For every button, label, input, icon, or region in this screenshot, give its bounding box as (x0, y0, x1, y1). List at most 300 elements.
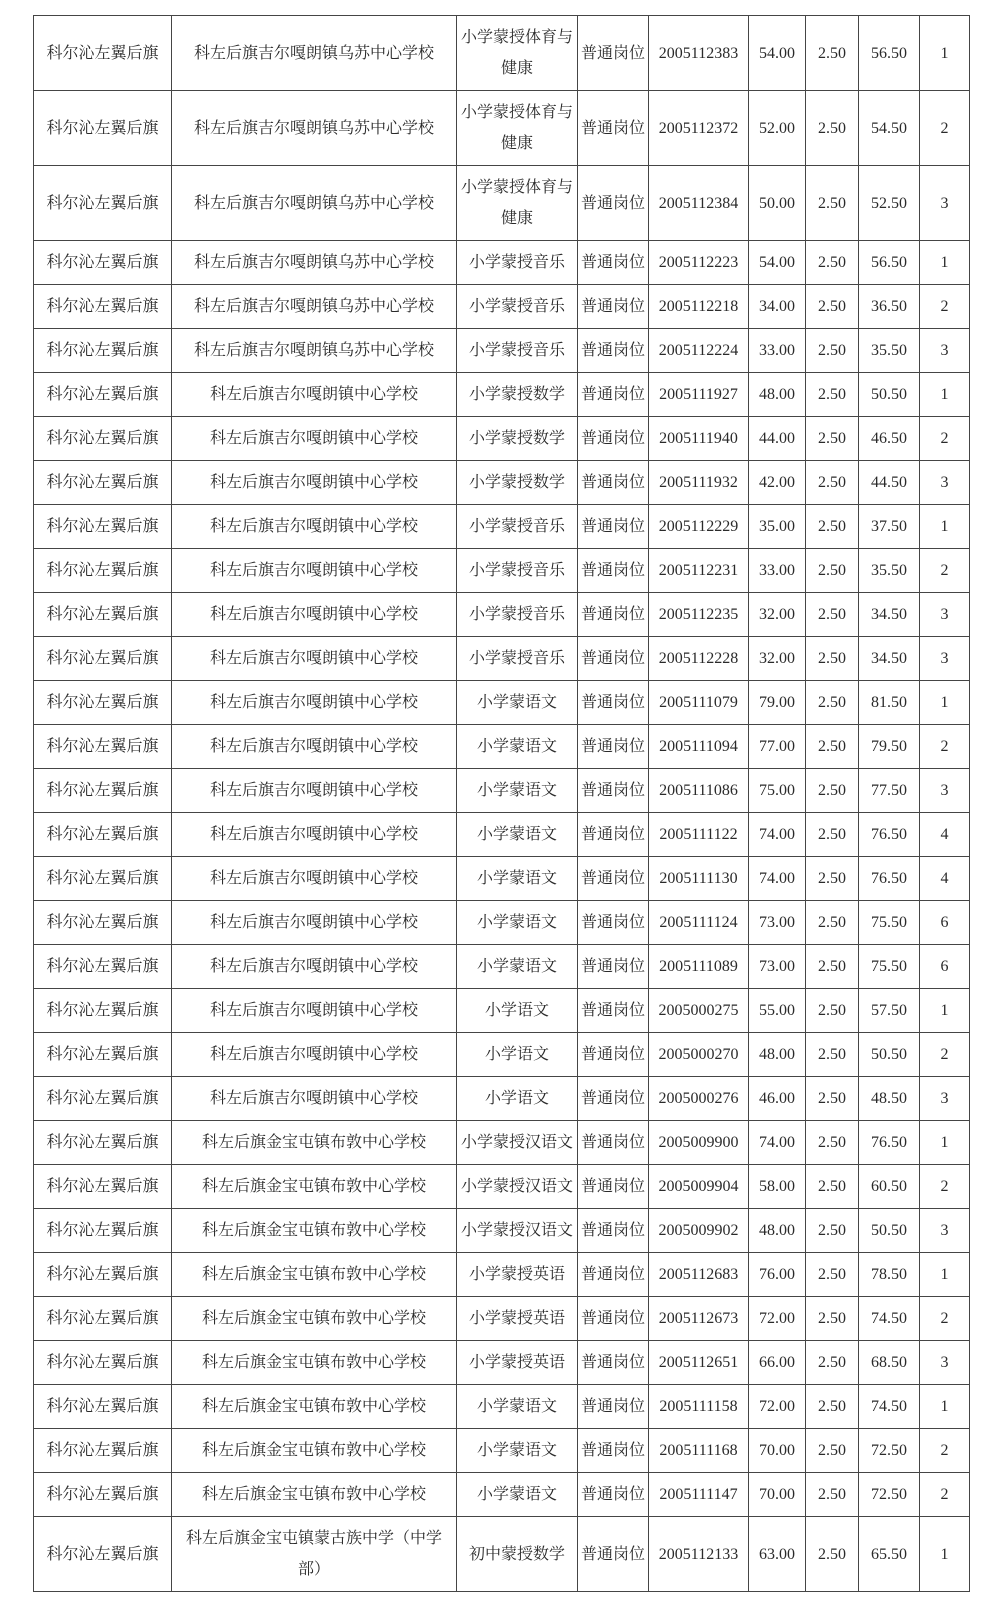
cell-subject: 小学蒙语文 (457, 725, 578, 769)
cell-total-score: 79.50 (859, 725, 920, 769)
cell-subject: 小学蒙授音乐 (457, 329, 578, 373)
cell-written-score: 42.00 (749, 461, 806, 505)
cell-subject: 小学语文 (457, 1033, 578, 1077)
cell-region: 科尔沁左翼后旗 (34, 1165, 172, 1209)
cell-post-type: 普通岗位 (578, 1473, 649, 1517)
table-row (34, 725, 970, 769)
cell-written-score: 54.00 (749, 16, 806, 91)
table-row (34, 945, 970, 989)
cell-region: 科尔沁左翼后旗 (34, 857, 172, 901)
cell-region: 科尔沁左翼后旗 (34, 91, 172, 166)
cell-rank: 2 (920, 1429, 970, 1473)
cell-school: 科左后旗吉尔嘎朗镇中心学校 (172, 857, 457, 901)
cell-total-score: 76.50 (859, 1121, 920, 1165)
table-row (34, 989, 970, 1033)
cell-candidate-id: 2005009904 (649, 1165, 749, 1209)
cell-rank: 3 (920, 1341, 970, 1385)
cell-post-type: 普通岗位 (578, 166, 649, 241)
cell-candidate-id: 2005112383 (649, 16, 749, 91)
cell-post-type: 普通岗位 (578, 1121, 649, 1165)
cell-written-score: 54.00 (749, 241, 806, 285)
cell-post-type: 普通岗位 (578, 461, 649, 505)
cell-subject: 小学蒙授数学 (457, 373, 578, 417)
cell-candidate-id: 2005009900 (649, 1121, 749, 1165)
cell-rank: 2 (920, 1473, 970, 1517)
cell-school: 科左后旗金宝屯镇布敦中心学校 (172, 1209, 457, 1253)
cell-policy-bonus: 2.50 (806, 681, 859, 725)
cell-subject: 小学蒙授数学 (457, 461, 578, 505)
cell-school: 科左后旗吉尔嘎朗镇中心学校 (172, 637, 457, 681)
cell-total-score: 75.50 (859, 945, 920, 989)
cell-rank: 3 (920, 166, 970, 241)
cell-written-score: 66.00 (749, 1341, 806, 1385)
cell-post-type: 普通岗位 (578, 989, 649, 1033)
cell-post-type: 普通岗位 (578, 901, 649, 945)
cell-post-type: 普通岗位 (578, 329, 649, 373)
score-table-body (34, 16, 970, 1592)
cell-post-type: 普通岗位 (578, 549, 649, 593)
cell-rank: 2 (920, 91, 970, 166)
cell-school: 科左后旗吉尔嘎朗镇中心学校 (172, 593, 457, 637)
cell-subject: 小学蒙授体育与健康 (457, 166, 578, 241)
cell-written-score: 35.00 (749, 505, 806, 549)
cell-candidate-id: 2005111124 (649, 901, 749, 945)
cell-rank: 1 (920, 989, 970, 1033)
cell-region: 科尔沁左翼后旗 (34, 593, 172, 637)
cell-rank: 1 (920, 1385, 970, 1429)
cell-school: 科左后旗金宝屯镇布敦中心学校 (172, 1429, 457, 1473)
cell-policy-bonus: 2.50 (806, 725, 859, 769)
cell-rank: 2 (920, 725, 970, 769)
cell-total-score: 65.50 (859, 1517, 920, 1592)
cell-region: 科尔沁左翼后旗 (34, 505, 172, 549)
cell-rank: 2 (920, 1033, 970, 1077)
table-row (34, 417, 970, 461)
table-row (34, 1385, 970, 1429)
cell-policy-bonus: 2.50 (806, 1385, 859, 1429)
cell-written-score: 50.00 (749, 166, 806, 241)
cell-subject: 小学蒙授音乐 (457, 593, 578, 637)
cell-written-score: 55.00 (749, 989, 806, 1033)
cell-written-score: 74.00 (749, 813, 806, 857)
cell-post-type: 普通岗位 (578, 725, 649, 769)
cell-policy-bonus: 2.50 (806, 1473, 859, 1517)
table-row (34, 769, 970, 813)
cell-written-score: 32.00 (749, 637, 806, 681)
cell-region: 科尔沁左翼后旗 (34, 285, 172, 329)
cell-school: 科左后旗吉尔嘎朗镇乌苏中心学校 (172, 16, 457, 91)
cell-region: 科尔沁左翼后旗 (34, 945, 172, 989)
cell-written-score: 73.00 (749, 901, 806, 945)
cell-region: 科尔沁左翼后旗 (34, 417, 172, 461)
cell-candidate-id: 2005111927 (649, 373, 749, 417)
cell-written-score: 52.00 (749, 91, 806, 166)
table-row (34, 857, 970, 901)
cell-rank: 3 (920, 461, 970, 505)
cell-rank: 1 (920, 1517, 970, 1592)
cell-total-score: 35.50 (859, 549, 920, 593)
cell-post-type: 普通岗位 (578, 91, 649, 166)
cell-total-score: 50.50 (859, 1209, 920, 1253)
cell-school: 科左后旗金宝屯镇布敦中心学校 (172, 1385, 457, 1429)
cell-total-score: 68.50 (859, 1341, 920, 1385)
cell-subject: 小学蒙语文 (457, 1385, 578, 1429)
cell-region: 科尔沁左翼后旗 (34, 901, 172, 945)
cell-candidate-id: 2005112229 (649, 505, 749, 549)
cell-subject: 小学蒙授英语 (457, 1341, 578, 1385)
cell-policy-bonus: 2.50 (806, 1121, 859, 1165)
cell-school: 科左后旗吉尔嘎朗镇中心学校 (172, 505, 457, 549)
cell-written-score: 48.00 (749, 373, 806, 417)
cell-subject: 小学蒙授英语 (457, 1297, 578, 1341)
cell-post-type: 普通岗位 (578, 1209, 649, 1253)
table-row (34, 593, 970, 637)
cell-candidate-id: 2005111168 (649, 1429, 749, 1473)
table-row (34, 1165, 970, 1209)
cell-candidate-id: 2005111147 (649, 1473, 749, 1517)
cell-post-type: 普通岗位 (578, 945, 649, 989)
table-row (34, 1517, 970, 1592)
cell-policy-bonus: 2.50 (806, 16, 859, 91)
cell-policy-bonus: 2.50 (806, 901, 859, 945)
cell-region: 科尔沁左翼后旗 (34, 1253, 172, 1297)
cell-total-score: 74.50 (859, 1385, 920, 1429)
cell-region: 科尔沁左翼后旗 (34, 1473, 172, 1517)
cell-rank: 3 (920, 593, 970, 637)
cell-policy-bonus: 2.50 (806, 593, 859, 637)
table-row (34, 637, 970, 681)
cell-school: 科左后旗吉尔嘎朗镇中心学校 (172, 989, 457, 1033)
cell-rank: 6 (920, 901, 970, 945)
cell-candidate-id: 2005112218 (649, 285, 749, 329)
cell-school: 科左后旗吉尔嘎朗镇乌苏中心学校 (172, 166, 457, 241)
cell-region: 科尔沁左翼后旗 (34, 16, 172, 91)
cell-total-score: 72.50 (859, 1473, 920, 1517)
cell-candidate-id: 2005111094 (649, 725, 749, 769)
cell-subject: 小学蒙语文 (457, 769, 578, 813)
cell-subject: 小学蒙语文 (457, 1429, 578, 1473)
cell-candidate-id: 2005112651 (649, 1341, 749, 1385)
cell-policy-bonus: 2.50 (806, 1033, 859, 1077)
cell-written-score: 79.00 (749, 681, 806, 725)
cell-post-type: 普通岗位 (578, 769, 649, 813)
cell-total-score: 74.50 (859, 1297, 920, 1341)
table-row (34, 1473, 970, 1517)
cell-region: 科尔沁左翼后旗 (34, 813, 172, 857)
cell-candidate-id: 2005111079 (649, 681, 749, 725)
table-row (34, 91, 970, 166)
cell-rank: 1 (920, 373, 970, 417)
cell-candidate-id: 2005000275 (649, 989, 749, 1033)
cell-total-score: 34.50 (859, 593, 920, 637)
cell-candidate-id: 2005111086 (649, 769, 749, 813)
cell-total-score: 37.50 (859, 505, 920, 549)
cell-subject: 小学语文 (457, 989, 578, 1033)
cell-school: 科左后旗吉尔嘎朗镇中心学校 (172, 461, 457, 505)
cell-policy-bonus: 2.50 (806, 549, 859, 593)
cell-post-type: 普通岗位 (578, 241, 649, 285)
cell-candidate-id: 2005000270 (649, 1033, 749, 1077)
table-row (34, 813, 970, 857)
table-row (34, 285, 970, 329)
cell-total-score: 57.50 (859, 989, 920, 1033)
cell-post-type: 普通岗位 (578, 1297, 649, 1341)
cell-school: 科左后旗吉尔嘎朗镇中心学校 (172, 549, 457, 593)
cell-post-type: 普通岗位 (578, 813, 649, 857)
cell-region: 科尔沁左翼后旗 (34, 1033, 172, 1077)
cell-region: 科尔沁左翼后旗 (34, 769, 172, 813)
table-row (34, 1253, 970, 1297)
cell-written-score: 72.00 (749, 1297, 806, 1341)
cell-post-type: 普通岗位 (578, 1429, 649, 1473)
cell-region: 科尔沁左翼后旗 (34, 329, 172, 373)
cell-policy-bonus: 2.50 (806, 1165, 859, 1209)
cell-subject: 小学蒙授音乐 (457, 549, 578, 593)
cell-region: 科尔沁左翼后旗 (34, 989, 172, 1033)
cell-total-score: 76.50 (859, 857, 920, 901)
cell-school: 科左后旗吉尔嘎朗镇中心学校 (172, 945, 457, 989)
cell-rank: 2 (920, 285, 970, 329)
cell-policy-bonus: 2.50 (806, 285, 859, 329)
cell-post-type: 普通岗位 (578, 1341, 649, 1385)
cell-policy-bonus: 2.50 (806, 857, 859, 901)
cell-total-score: 78.50 (859, 1253, 920, 1297)
cell-subject: 小学蒙授音乐 (457, 241, 578, 285)
cell-subject: 小学蒙语文 (457, 857, 578, 901)
cell-subject: 小学蒙语文 (457, 901, 578, 945)
table-row (34, 241, 970, 285)
cell-written-score: 76.00 (749, 1253, 806, 1297)
cell-school: 科左后旗金宝屯镇布敦中心学校 (172, 1473, 457, 1517)
cell-school: 科左后旗吉尔嘎朗镇乌苏中心学校 (172, 285, 457, 329)
cell-policy-bonus: 2.50 (806, 505, 859, 549)
cell-candidate-id: 2005111089 (649, 945, 749, 989)
cell-candidate-id: 2005112384 (649, 166, 749, 241)
table-row (34, 16, 970, 91)
cell-school: 科左后旗金宝屯镇蒙古族中学（中学部） (172, 1517, 457, 1592)
cell-subject: 小学蒙授体育与健康 (457, 91, 578, 166)
cell-rank: 3 (920, 769, 970, 813)
cell-post-type: 普通岗位 (578, 505, 649, 549)
cell-candidate-id: 2005111130 (649, 857, 749, 901)
cell-policy-bonus: 2.50 (806, 417, 859, 461)
cell-written-score: 70.00 (749, 1429, 806, 1473)
table-row (34, 1033, 970, 1077)
table-row (34, 1341, 970, 1385)
cell-candidate-id: 2005112673 (649, 1297, 749, 1341)
cell-region: 科尔沁左翼后旗 (34, 1209, 172, 1253)
cell-policy-bonus: 2.50 (806, 91, 859, 166)
cell-region: 科尔沁左翼后旗 (34, 1121, 172, 1165)
cell-subject: 小学蒙语文 (457, 1473, 578, 1517)
cell-rank: 3 (920, 637, 970, 681)
cell-candidate-id: 2005112224 (649, 329, 749, 373)
cell-subject: 小学蒙语文 (457, 813, 578, 857)
cell-candidate-id: 2005000276 (649, 1077, 749, 1121)
cell-total-score: 56.50 (859, 16, 920, 91)
cell-subject: 小学蒙授英语 (457, 1253, 578, 1297)
cell-written-score: 75.00 (749, 769, 806, 813)
cell-subject: 小学蒙授汉语文 (457, 1165, 578, 1209)
cell-policy-bonus: 2.50 (806, 1517, 859, 1592)
cell-candidate-id: 2005112223 (649, 241, 749, 285)
cell-candidate-id: 2005112228 (649, 637, 749, 681)
cell-written-score: 46.00 (749, 1077, 806, 1121)
cell-subject: 小学蒙授汉语文 (457, 1121, 578, 1165)
cell-subject: 小学语文 (457, 1077, 578, 1121)
cell-school: 科左后旗吉尔嘎朗镇中心学校 (172, 901, 457, 945)
cell-rank: 3 (920, 329, 970, 373)
cell-policy-bonus: 2.50 (806, 813, 859, 857)
cell-rank: 3 (920, 1077, 970, 1121)
cell-subject: 小学蒙语文 (457, 945, 578, 989)
cell-school: 科左后旗金宝屯镇布敦中心学校 (172, 1121, 457, 1165)
cell-subject: 小学蒙授音乐 (457, 285, 578, 329)
cell-policy-bonus: 2.50 (806, 241, 859, 285)
cell-post-type: 普通岗位 (578, 417, 649, 461)
cell-written-score: 33.00 (749, 329, 806, 373)
cell-written-score: 48.00 (749, 1209, 806, 1253)
table-row (34, 1297, 970, 1341)
cell-written-score: 44.00 (749, 417, 806, 461)
cell-school: 科左后旗吉尔嘎朗镇中心学校 (172, 769, 457, 813)
cell-subject: 小学蒙语文 (457, 681, 578, 725)
cell-policy-bonus: 2.50 (806, 769, 859, 813)
cell-post-type: 普通岗位 (578, 1077, 649, 1121)
cell-post-type: 普通岗位 (578, 1253, 649, 1297)
cell-total-score: 77.50 (859, 769, 920, 813)
cell-written-score: 74.00 (749, 1121, 806, 1165)
cell-region: 科尔沁左翼后旗 (34, 1517, 172, 1592)
table-row (34, 1429, 970, 1473)
cell-region: 科尔沁左翼后旗 (34, 461, 172, 505)
cell-policy-bonus: 2.50 (806, 1297, 859, 1341)
cell-rank: 4 (920, 857, 970, 901)
cell-subject: 小学蒙授汉语文 (457, 1209, 578, 1253)
cell-candidate-id: 2005112683 (649, 1253, 749, 1297)
cell-post-type: 普通岗位 (578, 1033, 649, 1077)
cell-school: 科左后旗吉尔嘎朗镇中心学校 (172, 1033, 457, 1077)
cell-written-score: 74.00 (749, 857, 806, 901)
cell-post-type: 普通岗位 (578, 593, 649, 637)
cell-region: 科尔沁左翼后旗 (34, 1341, 172, 1385)
cell-policy-bonus: 2.50 (806, 1209, 859, 1253)
table-row (34, 461, 970, 505)
table-row (34, 901, 970, 945)
cell-written-score: 77.00 (749, 725, 806, 769)
table-row (34, 1077, 970, 1121)
cell-school: 科左后旗吉尔嘎朗镇中心学校 (172, 813, 457, 857)
cell-total-score: 50.50 (859, 373, 920, 417)
cell-region: 科尔沁左翼后旗 (34, 241, 172, 285)
cell-region: 科尔沁左翼后旗 (34, 1297, 172, 1341)
table-row (34, 681, 970, 725)
cell-policy-bonus: 2.50 (806, 637, 859, 681)
cell-candidate-id: 2005111932 (649, 461, 749, 505)
cell-subject: 小学蒙授体育与健康 (457, 16, 578, 91)
cell-written-score: 33.00 (749, 549, 806, 593)
cell-post-type: 普通岗位 (578, 285, 649, 329)
cell-total-score: 35.50 (859, 329, 920, 373)
cell-written-score: 34.00 (749, 285, 806, 329)
cell-total-score: 56.50 (859, 241, 920, 285)
cell-rank: 1 (920, 681, 970, 725)
cell-policy-bonus: 2.50 (806, 1341, 859, 1385)
cell-rank: 1 (920, 241, 970, 285)
table-row (34, 1121, 970, 1165)
cell-written-score: 70.00 (749, 1473, 806, 1517)
cell-rank: 2 (920, 417, 970, 461)
cell-school: 科左后旗吉尔嘎朗镇中心学校 (172, 373, 457, 417)
cell-school: 科左后旗吉尔嘎朗镇乌苏中心学校 (172, 91, 457, 166)
cell-policy-bonus: 2.50 (806, 945, 859, 989)
cell-post-type: 普通岗位 (578, 1385, 649, 1429)
cell-total-score: 48.50 (859, 1077, 920, 1121)
cell-policy-bonus: 2.50 (806, 461, 859, 505)
cell-post-type: 普通岗位 (578, 1165, 649, 1209)
cell-post-type: 普通岗位 (578, 373, 649, 417)
cell-rank: 1 (920, 1253, 970, 1297)
cell-school: 科左后旗金宝屯镇布敦中心学校 (172, 1253, 457, 1297)
table-row (34, 373, 970, 417)
cell-policy-bonus: 2.50 (806, 1077, 859, 1121)
cell-policy-bonus: 2.50 (806, 1429, 859, 1473)
cell-rank: 1 (920, 16, 970, 91)
score-table (33, 15, 970, 1592)
cell-rank: 1 (920, 505, 970, 549)
cell-written-score: 32.00 (749, 593, 806, 637)
cell-rank: 3 (920, 1209, 970, 1253)
table-row (34, 549, 970, 593)
cell-candidate-id: 2005009902 (649, 1209, 749, 1253)
cell-region: 科尔沁左翼后旗 (34, 549, 172, 593)
cell-school: 科左后旗吉尔嘎朗镇乌苏中心学校 (172, 241, 457, 285)
cell-total-score: 34.50 (859, 637, 920, 681)
cell-school: 科左后旗吉尔嘎朗镇中心学校 (172, 725, 457, 769)
cell-rank: 6 (920, 945, 970, 989)
cell-subject: 小学蒙授音乐 (457, 505, 578, 549)
cell-written-score: 58.00 (749, 1165, 806, 1209)
cell-total-score: 75.50 (859, 901, 920, 945)
cell-written-score: 48.00 (749, 1033, 806, 1077)
cell-policy-bonus: 2.50 (806, 373, 859, 417)
cell-post-type: 普通岗位 (578, 16, 649, 91)
cell-subject: 初中蒙授数学 (457, 1517, 578, 1592)
table-row (34, 166, 970, 241)
table-row (34, 505, 970, 549)
cell-total-score: 46.50 (859, 417, 920, 461)
cell-candidate-id: 2005112235 (649, 593, 749, 637)
cell-school: 科左后旗吉尔嘎朗镇中心学校 (172, 681, 457, 725)
cell-post-type: 普通岗位 (578, 681, 649, 725)
cell-total-score: 60.50 (859, 1165, 920, 1209)
cell-candidate-id: 2005112133 (649, 1517, 749, 1592)
cell-school: 科左后旗吉尔嘎朗镇中心学校 (172, 1077, 457, 1121)
cell-region: 科尔沁左翼后旗 (34, 637, 172, 681)
cell-candidate-id: 2005111122 (649, 813, 749, 857)
cell-rank: 1 (920, 1121, 970, 1165)
cell-post-type: 普通岗位 (578, 637, 649, 681)
cell-post-type: 普通岗位 (578, 857, 649, 901)
cell-policy-bonus: 2.50 (806, 1253, 859, 1297)
cell-total-score: 50.50 (859, 1033, 920, 1077)
cell-school: 科左后旗金宝屯镇布敦中心学校 (172, 1297, 457, 1341)
cell-school: 科左后旗吉尔嘎朗镇乌苏中心学校 (172, 329, 457, 373)
cell-total-score: 52.50 (859, 166, 920, 241)
cell-region: 科尔沁左翼后旗 (34, 166, 172, 241)
cell-region: 科尔沁左翼后旗 (34, 681, 172, 725)
cell-subject: 小学蒙授数学 (457, 417, 578, 461)
